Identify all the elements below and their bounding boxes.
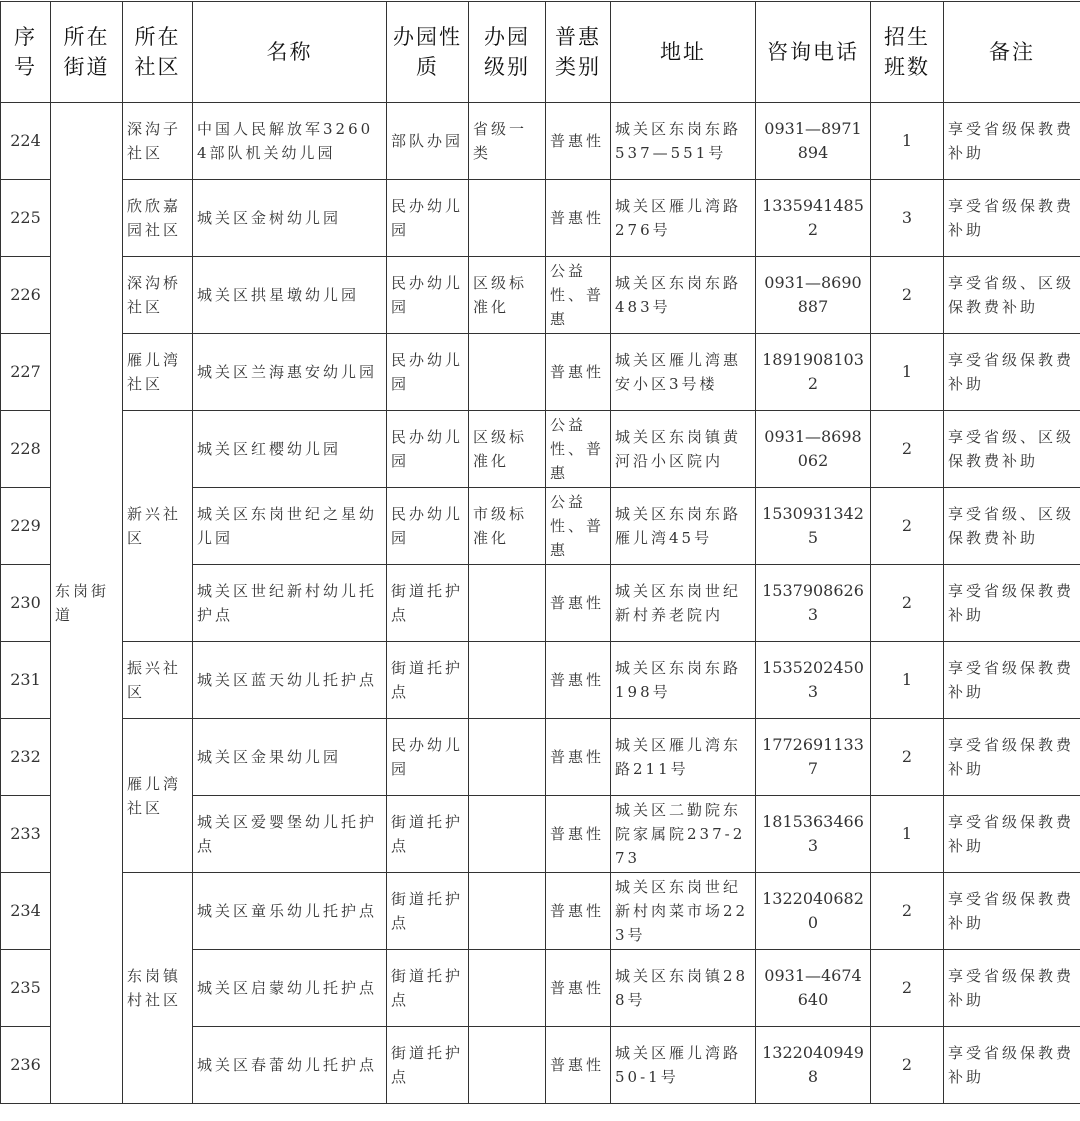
nature-cell: 街道托护点 [387, 796, 469, 873]
community-cell: 振兴社区 [123, 642, 193, 719]
kindergarten-table [0, 1, 1080, 1104]
type-cell: 公益性、普惠 [546, 488, 611, 565]
classes-cell: 2 [871, 1027, 944, 1104]
row-number: 227 [1, 334, 51, 411]
name-cell: 城关区启蒙幼儿托护点 [193, 950, 387, 1027]
header-row [1, 2, 1080, 103]
classes-cell: 2 [871, 873, 944, 950]
type-cell: 普惠性 [546, 565, 611, 642]
type-cell: 公益性、普惠 [546, 411, 611, 488]
table-row [1, 719, 1080, 796]
type-cell: 普惠性 [546, 103, 611, 180]
classes-cell: 2 [871, 565, 944, 642]
classes-cell: 2 [871, 411, 944, 488]
type-cell: 普惠性 [546, 180, 611, 257]
phone-cell: 0931—8971894 [756, 103, 871, 180]
level-cell [469, 873, 546, 950]
classes-cell: 1 [871, 642, 944, 719]
address-cell: 城关区雁儿湾路276号 [611, 180, 756, 257]
name-cell: 城关区童乐幼儿托护点 [193, 873, 387, 950]
note-cell: 享受省级保教费补助 [944, 1027, 1080, 1104]
row-number: 233 [1, 796, 51, 873]
classes-cell: 3 [871, 180, 944, 257]
row-number: 225 [1, 180, 51, 257]
name-cell: 城关区蓝天幼儿托护点 [193, 642, 387, 719]
row-number: 229 [1, 488, 51, 565]
classes-cell: 2 [871, 950, 944, 1027]
classes-cell: 2 [871, 719, 944, 796]
address-cell: 城关区东岗镇288号 [611, 950, 756, 1027]
nature-cell: 街道托护点 [387, 950, 469, 1027]
name-cell: 城关区金果幼儿园 [193, 719, 387, 796]
type-cell: 普惠性 [546, 642, 611, 719]
level-cell [469, 1027, 546, 1104]
note-cell: 享受省级保教费补助 [944, 642, 1080, 719]
level-cell: 市级标准化 [469, 488, 546, 565]
community-cell: 欣欣嘉园社区 [123, 180, 193, 257]
note-cell: 享受省级、区级保教费补助 [944, 257, 1080, 334]
name-cell: 城关区拱星墩幼儿园 [193, 257, 387, 334]
level-cell [469, 334, 546, 411]
header-nature: 办园性质 [387, 2, 469, 103]
table-row [1, 334, 1080, 411]
nature-cell: 街道托护点 [387, 1027, 469, 1104]
name-cell: 城关区世纪新村幼儿托护点 [193, 565, 387, 642]
address-cell: 城关区东岗世纪新村肉菜市场223号 [611, 873, 756, 950]
nature-cell: 民办幼儿园 [387, 488, 469, 565]
phone-cell: 15379086263 [756, 565, 871, 642]
level-cell [469, 180, 546, 257]
phone-cell: 0931—8690887 [756, 257, 871, 334]
address-cell: 城关区雁儿湾路50-1号 [611, 1027, 756, 1104]
note-cell: 享受省级保教费补助 [944, 180, 1080, 257]
row-number: 228 [1, 411, 51, 488]
nature-cell: 部队办园 [387, 103, 469, 180]
level-cell [469, 796, 546, 873]
nature-cell: 街道托护点 [387, 642, 469, 719]
address-cell: 城关区东岗东路198号 [611, 642, 756, 719]
level-cell [469, 642, 546, 719]
type-cell: 普惠性 [546, 719, 611, 796]
header-address: 地址 [611, 2, 756, 103]
row-number: 232 [1, 719, 51, 796]
community-cell: 东岗镇村社区 [123, 873, 193, 1104]
level-cell [469, 719, 546, 796]
row-number: 235 [1, 950, 51, 1027]
level-cell: 省级一类 [469, 103, 546, 180]
name-cell: 城关区红樱幼儿园 [193, 411, 387, 488]
phone-cell: 0931—8698062 [756, 411, 871, 488]
classes-cell: 1 [871, 796, 944, 873]
community-cell: 深沟子社区 [123, 103, 193, 180]
table-row [1, 642, 1080, 719]
table-row [1, 411, 1080, 488]
name-cell: 城关区兰海惠安幼儿园 [193, 334, 387, 411]
note-cell: 享受省级保教费补助 [944, 334, 1080, 411]
note-cell: 享受省级保教费补助 [944, 873, 1080, 950]
name-cell: 城关区爱婴堡幼儿托护点 [193, 796, 387, 873]
address-cell: 城关区东岗东路537—551号 [611, 103, 756, 180]
community-cell: 雁儿湾社区 [123, 719, 193, 873]
header-type: 普惠类别 [546, 2, 611, 103]
name-cell: 城关区东岗世纪之星幼儿园 [193, 488, 387, 565]
header-no: 序号 [1, 2, 51, 103]
level-cell [469, 565, 546, 642]
nature-cell: 民办幼儿园 [387, 334, 469, 411]
note-cell: 享受省级保教费补助 [944, 103, 1080, 180]
nature-cell: 民办幼儿园 [387, 719, 469, 796]
name-cell: 城关区金树幼儿园 [193, 180, 387, 257]
note-cell: 享受省级、区级保教费补助 [944, 488, 1080, 565]
phone-cell: 17726911337 [756, 719, 871, 796]
header-name: 名称 [193, 2, 387, 103]
address-cell: 城关区东岗东路雁儿湾45号 [611, 488, 756, 565]
classes-cell: 1 [871, 334, 944, 411]
table-row [1, 257, 1080, 334]
type-cell: 公益性、普惠 [546, 257, 611, 334]
address-cell: 城关区东岗镇黄河沿小区院内 [611, 411, 756, 488]
address-cell: 城关区雁儿湾东路211号 [611, 719, 756, 796]
community-cell: 深沟桥社区 [123, 257, 193, 334]
level-cell [469, 950, 546, 1027]
type-cell: 普惠性 [546, 796, 611, 873]
table-row [1, 103, 1080, 180]
note-cell: 享受省级保教费补助 [944, 719, 1080, 796]
type-cell: 普惠性 [546, 950, 611, 1027]
note-cell: 享受省级保教费补助 [944, 796, 1080, 873]
row-number: 236 [1, 1027, 51, 1104]
table-row [1, 180, 1080, 257]
header-note: 备注 [944, 2, 1080, 103]
street-cell: 东岗街道 [51, 103, 123, 1104]
classes-cell: 2 [871, 488, 944, 565]
header-community: 所在社区 [123, 2, 193, 103]
phone-cell: 15352024503 [756, 642, 871, 719]
phone-cell: 18153634663 [756, 796, 871, 873]
row-number: 224 [1, 103, 51, 180]
address-cell: 城关区东岗世纪新村养老院内 [611, 565, 756, 642]
type-cell: 普惠性 [546, 334, 611, 411]
nature-cell: 民办幼儿园 [387, 411, 469, 488]
row-number: 226 [1, 257, 51, 334]
nature-cell: 街道托护点 [387, 565, 469, 642]
nature-cell: 街道托护点 [387, 873, 469, 950]
row-number: 230 [1, 565, 51, 642]
type-cell: 普惠性 [546, 873, 611, 950]
level-cell: 区级标准化 [469, 257, 546, 334]
phone-cell: 13220409498 [756, 1027, 871, 1104]
name-cell: 城关区春蕾幼儿托护点 [193, 1027, 387, 1104]
phone-cell: 18919081032 [756, 334, 871, 411]
row-number: 231 [1, 642, 51, 719]
address-cell: 城关区雁儿湾惠安小区3号楼 [611, 334, 756, 411]
classes-cell: 1 [871, 103, 944, 180]
note-cell: 享受省级、区级保教费补助 [944, 411, 1080, 488]
nature-cell: 民办幼儿园 [387, 180, 469, 257]
nature-cell: 民办幼儿园 [387, 257, 469, 334]
header-street: 所在街道 [51, 2, 123, 103]
table-row [1, 873, 1080, 950]
header-classes: 招生班数 [871, 2, 944, 103]
level-cell: 区级标准化 [469, 411, 546, 488]
type-cell: 普惠性 [546, 1027, 611, 1104]
note-cell: 享受省级保教费补助 [944, 565, 1080, 642]
phone-cell: 13220406820 [756, 873, 871, 950]
phone-cell: 15309313425 [756, 488, 871, 565]
row-number: 234 [1, 873, 51, 950]
header-level: 办园级别 [469, 2, 546, 103]
phone-cell: 13359414852 [756, 180, 871, 257]
header-phone: 咨询电话 [756, 2, 871, 103]
note-cell: 享受省级保教费补助 [944, 950, 1080, 1027]
community-cell: 新兴社区 [123, 411, 193, 642]
classes-cell: 2 [871, 257, 944, 334]
name-cell: 中国人民解放军32604部队机关幼儿园 [193, 103, 387, 180]
community-cell: 雁儿湾社区 [123, 334, 193, 411]
phone-cell: 0931—4674640 [756, 950, 871, 1027]
address-cell: 城关区东岗东路483号 [611, 257, 756, 334]
address-cell: 城关区二勤院东院家属院237-273 [611, 796, 756, 873]
